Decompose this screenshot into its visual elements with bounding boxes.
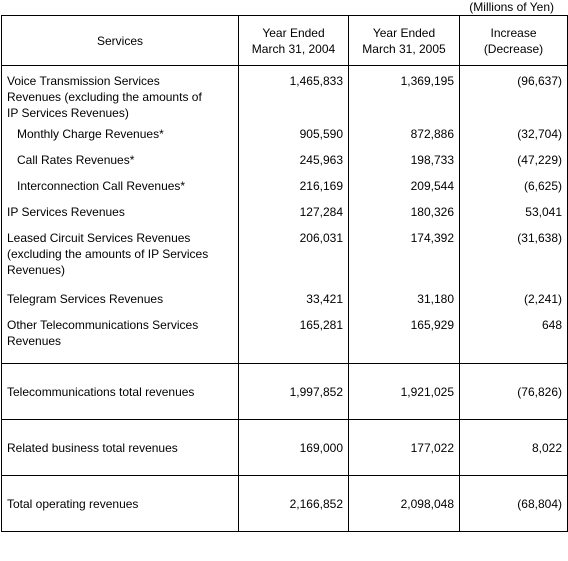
revenue-value-2004: 127,284: [299, 205, 343, 219]
revenue-table: [1, 15, 568, 532]
total-value-2005: 2,098,048: [349, 476, 460, 532]
service-label-line: IP Services Revenues: [7, 205, 125, 219]
revenue-value-2005: 198,733: [410, 153, 454, 167]
header-fy2005-line1: Year Ended: [372, 25, 436, 40]
total-value-change: (76,826): [460, 364, 568, 420]
revenue-value-2004: 245,963: [299, 153, 343, 167]
total-value-2004: 169,000: [239, 420, 349, 476]
service-label-line: Revenues: [7, 334, 62, 348]
revenue-value-2005: 209,544: [410, 179, 454, 193]
service-label: [7, 204, 233, 230]
fy2004-values-cell: [239, 66, 349, 364]
total-value-2005: 177,022: [349, 420, 460, 476]
header-row: [2, 16, 568, 66]
header-fy2005-line2: March 31, 2005: [362, 41, 446, 56]
change-values-cell: [460, 66, 568, 364]
total-row-related: [2, 420, 568, 476]
revenue-value-2005: 174,392: [410, 231, 454, 245]
service-label-line: Voice Transmission Services: [7, 74, 160, 88]
change-value: (6,625): [523, 179, 562, 193]
revenue-value-2004: 1,465,833: [289, 74, 343, 88]
change-value: 53,041: [525, 205, 562, 219]
service-label: [7, 126, 233, 152]
total-label: Telecommunications total revenues: [2, 364, 239, 420]
service-label-line: Other Telecommunications Services: [7, 318, 199, 332]
header-services: Services: [2, 16, 239, 66]
revenue-value-2005: 1,369,195: [400, 74, 454, 88]
service-label: [7, 230, 233, 291]
revenue-value-2005: 872,886: [410, 127, 454, 141]
service-label-line: Call Rates Revenues*: [17, 153, 135, 167]
revenue-value-2005: 180,326: [410, 205, 454, 219]
revenue-value-2004: 165,281: [299, 318, 343, 332]
header-change-line1: Increase: [490, 25, 537, 40]
revenue-value-2004: 33,421: [306, 292, 343, 306]
change-value: (47,229): [517, 153, 562, 167]
header-fy2004: [239, 16, 349, 66]
total-label: Total operating revenues: [2, 476, 239, 532]
service-label-line: Telegram Services Revenues: [7, 292, 164, 306]
revenue-value-2004: 206,031: [299, 231, 343, 245]
change-value: (2,241): [523, 292, 562, 306]
header-change-line2: (Decrease): [483, 41, 544, 56]
service-label-line: Monthly Charge Revenues*: [17, 127, 164, 141]
service-label: [7, 152, 233, 178]
total-value-2004: 1,997,852: [239, 364, 349, 420]
service-label-line: Revenues): [7, 263, 66, 277]
revenue-value-2004: 905,590: [299, 127, 343, 141]
change-value: 648: [541, 318, 562, 332]
service-label: [7, 291, 233, 317]
service-label-line: IP Services Revenues): [7, 106, 129, 120]
service-label-line: (excluding the amounts of IP Services: [7, 247, 209, 261]
fy2005-values-cell: [349, 66, 460, 364]
service-label-line: Interconnection Call Revenues*: [17, 179, 186, 193]
header-change: [460, 16, 568, 66]
total-value-2005: 1,921,025: [349, 364, 460, 420]
change-value: (96,637): [517, 74, 562, 88]
service-label-line: Revenues (excluding the amounts of: [7, 90, 202, 104]
unit-note: (Millions of Yen): [469, 0, 554, 14]
total-value-change: 8,022: [460, 420, 568, 476]
service-label-line: Leased Circuit Services Revenues: [7, 231, 191, 245]
total-row-operating: [2, 476, 568, 532]
total-label: Related business total revenues: [2, 420, 239, 476]
header-fy2005: [349, 16, 460, 66]
detail-block: [2, 66, 568, 364]
total-value-2004: 2,166,852: [239, 476, 349, 532]
service-label: [7, 317, 233, 357]
change-value: (32,704): [517, 127, 562, 141]
total-value-change: (68,804): [460, 476, 568, 532]
service-labels-cell: [2, 66, 239, 364]
revenue-value-2005: 31,180: [417, 292, 454, 306]
service-label: [7, 73, 233, 126]
header-fy2004-line2: March 31, 2004: [251, 41, 336, 56]
header-fy2004-line1: Year Ended: [262, 25, 325, 40]
change-value: (31,638): [517, 231, 562, 245]
total-row-telecom: [2, 364, 568, 420]
revenue-value-2004: 216,169: [299, 179, 343, 193]
service-label: [7, 178, 233, 204]
revenue-value-2005: 165,929: [410, 318, 454, 332]
